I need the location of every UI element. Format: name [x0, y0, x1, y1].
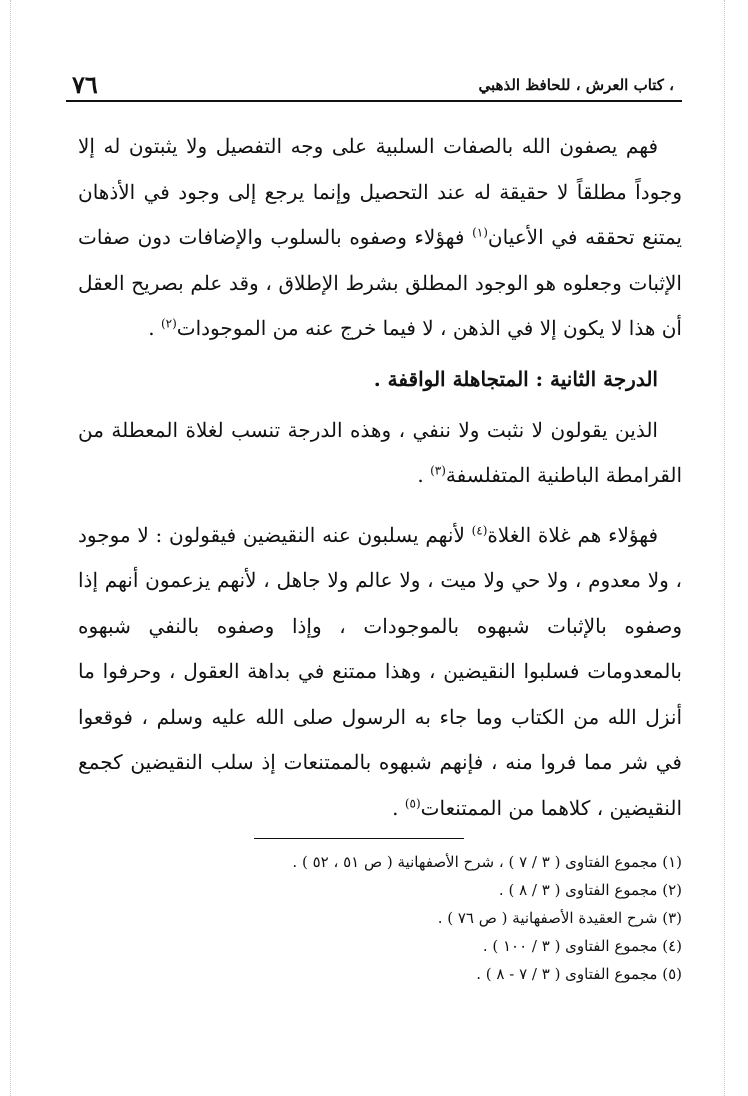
paragraph-2-end: .: [417, 463, 431, 487]
header-rule: [66, 100, 682, 102]
footnote-ref-3: (٣): [430, 463, 446, 478]
page-header: [66, 70, 682, 102]
paragraph-3-end: .: [392, 795, 405, 820]
paragraph-1-middle: فهؤلاء وصفوه بالسلوب والإضافات دون صفات الإثبات وجعلوه هو الوجود المطلق بشرط الإطلاق ، وقد علم بصريح العقل أن هذا لا يكون إلا في الذهن ، لا فيما خرج عنه من الموجودات: [78, 225, 682, 340]
paragraph-1-text: فهم يصفون الله بالصفات السلبية على وجه التفصيل ولا يثبتون له إلا وجوداً مطلقاً لا حقيقة له عند التحصيل وإنما يرجع إلى وجود في الأذهان يمتنع تحققه في الأعيان: [78, 134, 683, 249]
footnote-1: (١) مجموع الفتاوى ( ٣ / ٧ ) ، شرح الأصفهانية ( ص ٥١ ، ٥٢ ) .: [292, 853, 682, 871]
running-title: ، كتاب العرش ، للحافظ الذهبي: [478, 76, 674, 94]
footnote-ref-2: (٢): [160, 316, 177, 331]
main-text: [78, 124, 682, 831]
right-page-edge: [724, 0, 725, 1096]
paragraph-2-text: الذين يقولون لا نثبت ولا ننفي ، وهذه الدرجة تنسب لغلاة المعطلة من القرامطة الباطنية المتفلسفة: [78, 417, 682, 487]
footnote-ref-4: (٤): [471, 522, 488, 537]
footnote-4: (٤) مجموع الفتاوى ( ٣ / ١٠٠ ) .: [482, 937, 682, 955]
page-number: ٧٦: [72, 70, 98, 99]
paragraph-2: [78, 408, 682, 499]
paragraph-3-middle: لأنهم يسلبون عنه النقيضين فيقولون : لا موجود ، ولا معدوم ، ولا حي ولا ميت ، ولا عالم ولا جاهل ، لأنهم يزعمون أنهم إذا وصفوه بالإثبات شبهوه بالموجودات ، وإذا وصفوه بالنفي شبهوه بالمعدومات فسلبوا النقيضين ، وهذا ممتنع في بداهة العقول ، وحرفوا ما أنزل الله من الكتاب وما جاء به الرسول صلى الله عليه وسلم ، فوقعوا في شر مما فروا منه ، فإنهم شبهوه بالممتنعات إذ سلب النقيضين كجمع النقيضين ، كلاهما من الممتنعات: [78, 522, 682, 820]
footnote-5: (٥) مجموع الفتاوى ( ٣ / ٧ - ٨ ) .: [476, 965, 682, 983]
paragraph-1-end: .: [148, 316, 161, 340]
footnotes: [80, 848, 682, 988]
paragraph-gap: [78, 499, 682, 513]
paragraph-3-start: فهؤلاء هم غلاة الغلاة: [487, 522, 659, 547]
paragraph-3: [78, 513, 682, 832]
footnote-ref-5: (٥): [404, 795, 421, 810]
section-heading: الدرجة الثانية : المتجاهلة الواقفة .: [373, 366, 658, 391]
footnote-separator: [254, 838, 464, 839]
footnote-2: (٢) مجموع الفتاوى ( ٣ / ٨ ) .: [498, 881, 682, 899]
footnote-3: (٣) شرح العقيدة الأصفهانية ( ص ٧٦ ) .: [437, 909, 682, 927]
footnote-ref-1: (١): [472, 225, 488, 240]
left-page-edge: [10, 0, 11, 1096]
paragraph-1: [78, 124, 682, 352]
